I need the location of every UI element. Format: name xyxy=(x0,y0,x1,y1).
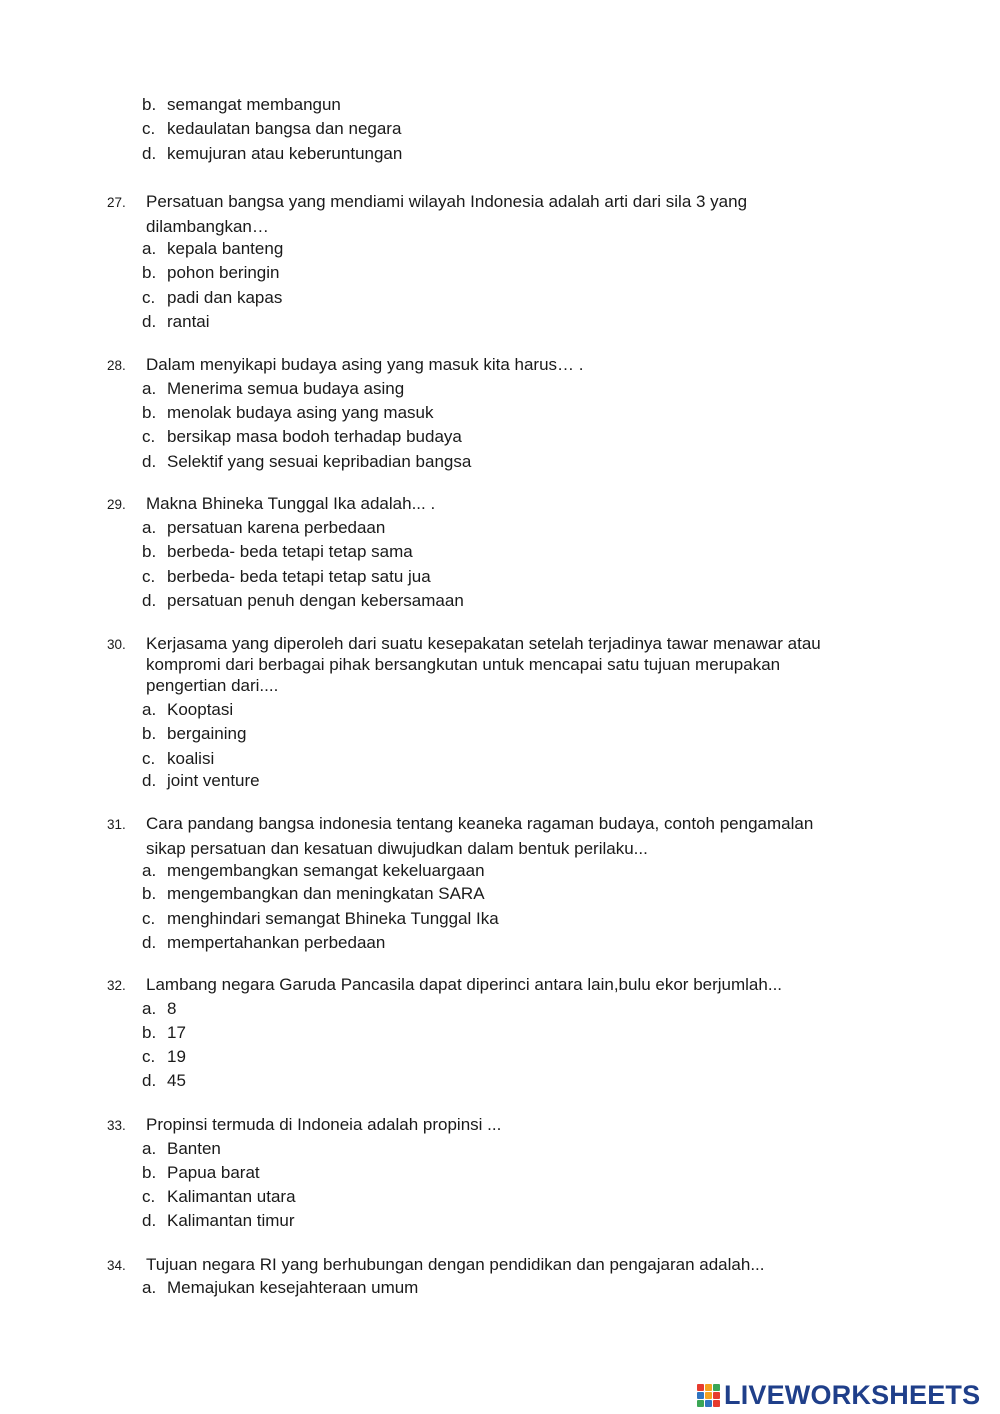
option-letter: a. xyxy=(142,1278,157,1297)
option-letter: d. xyxy=(142,591,157,610)
question-text: Kerjasama yang diperoleh dari suatu kesepakatan setelah terjadinya tawar menawar atau xyxy=(146,634,821,653)
question-text: Tujuan negara RI yang berhubungan dengan pendidikan dan pengajaran adalah... xyxy=(146,1255,765,1274)
option-letter: b. xyxy=(142,884,157,903)
question-number: 30. xyxy=(107,637,126,652)
question-number: 33. xyxy=(107,1118,126,1133)
logo-tile xyxy=(713,1400,720,1407)
logo-tile xyxy=(705,1400,712,1407)
logo-tile xyxy=(697,1392,704,1399)
question-text: Persatuan bangsa yang mendiami wilayah Indonesia adalah arti dari sila 3 yang xyxy=(146,192,748,211)
option-letter: d. xyxy=(142,452,157,471)
question-text: Dalam menyikapi budaya asing yang masuk kita harus… . xyxy=(146,355,584,374)
option-text: Kooptasi xyxy=(167,700,234,719)
option-text: mempertahankan perbedaan xyxy=(167,933,386,952)
question-number: 27. xyxy=(107,195,126,210)
option-letter: b. xyxy=(142,263,157,282)
logo-mark-icon xyxy=(697,1384,720,1407)
option-letter: c. xyxy=(142,909,156,928)
question-number: 29. xyxy=(107,497,126,512)
logo-tile xyxy=(697,1400,704,1407)
option-text: pohon beringin xyxy=(167,263,280,282)
option-text: rantai xyxy=(167,312,210,331)
question-text: sikap persatuan dan kesatuan diwujudkan dalam bentuk perilaku... xyxy=(146,839,648,858)
option-text: Papua barat xyxy=(167,1163,260,1182)
option-letter: b. xyxy=(142,403,157,422)
question-text: Makna Bhineka Tunggal Ika adalah... . xyxy=(146,494,436,513)
option-letter: b. xyxy=(142,1163,157,1182)
option-letter: b. xyxy=(142,542,157,561)
option-text: Kalimantan timur xyxy=(167,1211,295,1230)
option-text: menghindari semangat Bhineka Tunggal Ika xyxy=(167,909,499,928)
question-text: pengertian dari.... xyxy=(146,676,279,695)
option-text: bersikap masa bodoh terhadap budaya xyxy=(167,427,462,446)
option-letter: a. xyxy=(142,239,157,258)
option-letter: c. xyxy=(142,1047,156,1066)
liveworksheets-logo[interactable] xyxy=(697,1380,980,1410)
option-text: berbeda- beda tetapi tetap satu jua xyxy=(167,567,431,586)
option-text: bergaining xyxy=(167,724,247,743)
option-text: kedaulatan bangsa dan negara xyxy=(167,119,402,138)
option-text: persatuan karena perbedaan xyxy=(167,518,386,537)
option-text: Banten xyxy=(167,1139,221,1158)
option-letter: a. xyxy=(142,999,157,1018)
option-letter: d. xyxy=(142,933,157,952)
option-text: Menerima semua budaya asing xyxy=(167,379,405,398)
option-text: 19 xyxy=(167,1047,186,1066)
question-text: Propinsi termuda di Indoneia adalah propinsi ... xyxy=(146,1115,502,1134)
logo-wordmark: LIVEWORKSHEETS xyxy=(724,1379,981,1410)
option-letter: a. xyxy=(142,861,157,880)
option-text: kepala banteng xyxy=(167,239,284,258)
question-number: 32. xyxy=(107,978,126,993)
logo-tile xyxy=(697,1384,704,1391)
option-letter: d. xyxy=(142,1211,157,1230)
logo-tile xyxy=(713,1392,720,1399)
option-text: 17 xyxy=(167,1023,186,1042)
option-text: berbeda- beda tetapi tetap sama xyxy=(167,542,413,561)
option-letter: c. xyxy=(142,1187,156,1206)
question-number: 31. xyxy=(107,817,126,832)
option-text: joint venture xyxy=(167,771,260,790)
option-letter: d. xyxy=(142,144,157,163)
question-number: 28. xyxy=(107,358,126,373)
option-text: kemujuran atau keberuntungan xyxy=(167,144,403,163)
option-letter: d. xyxy=(142,312,157,331)
option-letter: a. xyxy=(142,379,157,398)
option-letter: b. xyxy=(142,1023,157,1042)
option-text: Kalimantan utara xyxy=(167,1187,296,1206)
option-letter: b. xyxy=(142,95,157,114)
option-text: 45 xyxy=(167,1071,186,1090)
logo-tile xyxy=(713,1384,720,1391)
logo-tile xyxy=(705,1384,712,1391)
question-text: Cara pandang bangsa indonesia tentang keaneka ragaman budaya, contoh pengamalan xyxy=(146,814,814,833)
option-letter: a. xyxy=(142,518,157,537)
question-text: kompromi dari berbagai pihak bersangkutan untuk mencapai satu tujuan merupakan xyxy=(146,655,781,674)
option-letter: c. xyxy=(142,288,156,307)
option-letter: d. xyxy=(142,1071,157,1090)
option-letter: c. xyxy=(142,119,156,138)
question-number: 34. xyxy=(107,1258,126,1273)
option-letter: c. xyxy=(142,427,156,446)
option-letter: d. xyxy=(142,771,157,790)
option-text: menolak budaya asing yang masuk xyxy=(167,403,434,422)
option-text: mengembangkan dan meningkatan SARA xyxy=(167,884,485,903)
logo-tile xyxy=(705,1392,712,1399)
option-letter: b. xyxy=(142,724,157,743)
option-text: mengembangkan semangat kekeluargaan xyxy=(167,861,485,880)
option-letter: c. xyxy=(142,749,156,768)
option-text: padi dan kapas xyxy=(167,288,283,307)
question-text: Lambang negara Garuda Pancasila dapat diperinci antara lain,bulu ekor berjumlah... xyxy=(146,975,783,994)
option-letter: c. xyxy=(142,567,156,586)
option-letter: a. xyxy=(142,1139,157,1158)
option-letter: a. xyxy=(142,700,157,719)
option-text: 8 xyxy=(167,999,177,1018)
option-text: semangat membangun xyxy=(167,95,341,114)
option-text: koalisi xyxy=(167,749,215,768)
option-text: persatuan penuh dengan kebersamaan xyxy=(167,591,464,610)
option-text: Selektif yang sesuai kepribadian bangsa xyxy=(167,452,472,471)
option-text: Memajukan kesejahteraan umum xyxy=(167,1278,419,1297)
question-text: dilambangkan… xyxy=(146,217,269,236)
